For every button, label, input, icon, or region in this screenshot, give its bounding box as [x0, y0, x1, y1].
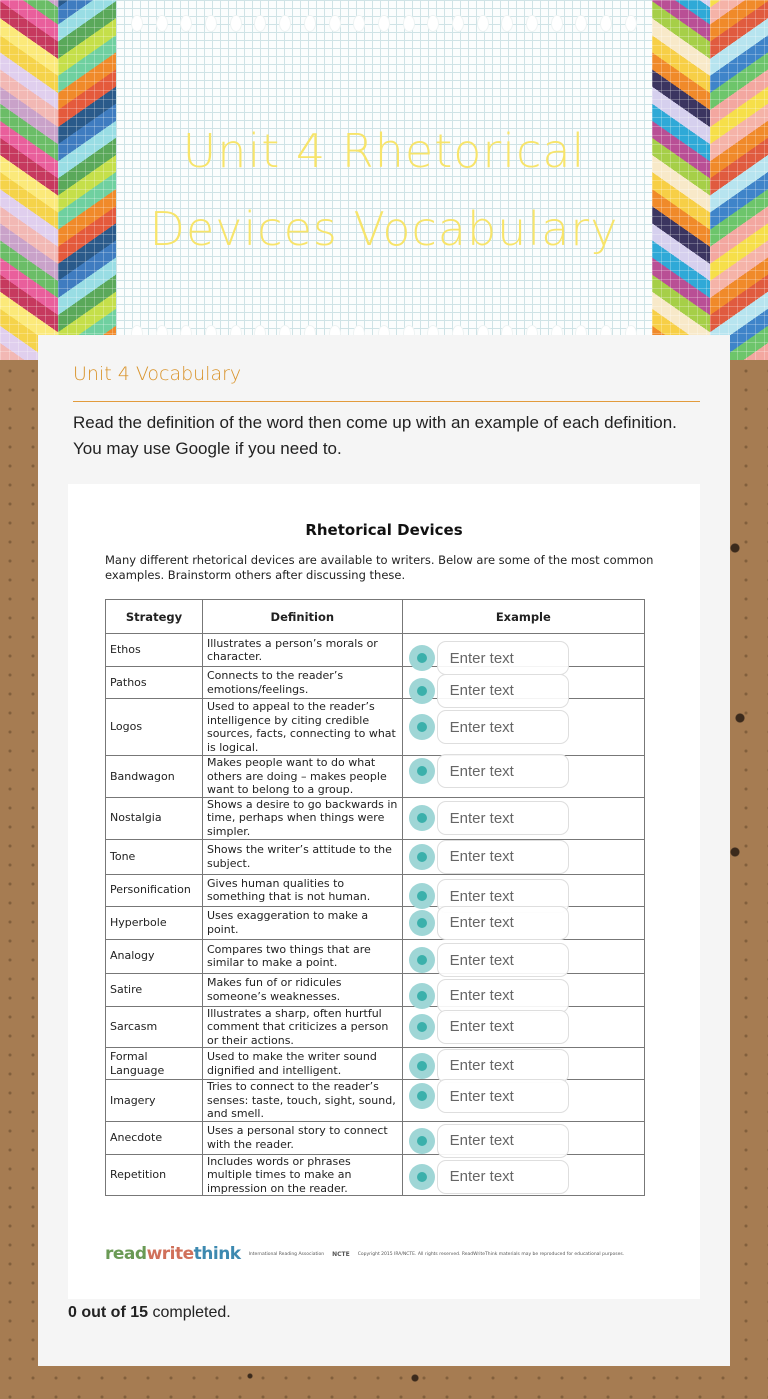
header-banner — [0, 0, 768, 360]
table-row — [106, 1121, 645, 1154]
strategy-cell: Formal Language — [106, 1048, 203, 1080]
example-input[interactable] — [437, 840, 569, 874]
strategy-cell: Personification — [106, 874, 203, 906]
rhetorical-devices-table — [105, 599, 645, 1196]
example-cell — [402, 634, 644, 667]
definition-cell: Shows the writer’s attitude to the subject. — [202, 839, 402, 874]
answer-group — [409, 1049, 569, 1083]
example-cell — [402, 797, 644, 839]
graph-paper — [116, 0, 652, 360]
copyright-text: Copyright 2015 IRA/NCTE. All rights reserved. ReadWriteThink materials may be reproduced for educational purposes. — [357, 1251, 625, 1257]
example-input[interactable] — [437, 801, 569, 835]
strategy-cell: Tone — [106, 839, 203, 874]
example-input[interactable] — [437, 710, 569, 744]
example-cell — [402, 756, 644, 798]
strategy-cell: Ethos — [106, 634, 203, 667]
example-cell — [402, 1121, 644, 1154]
definition-cell: Makes fun of or ridicules someone’s weaknesses. — [202, 973, 402, 1006]
answer-group — [409, 710, 569, 744]
strategy-cell: Repetition — [106, 1154, 203, 1196]
table-row — [106, 839, 645, 874]
answer-group — [409, 840, 569, 874]
table-row — [106, 756, 645, 798]
example-cell — [402, 1006, 644, 1048]
completion-status — [68, 1304, 231, 1322]
chevron-pattern-right-outer — [710, 0, 768, 360]
definition-cell: Illustrates a sharp, often hurtful comment that criticizes a person or their actions. — [202, 1006, 402, 1048]
example-input[interactable] — [437, 1124, 569, 1158]
table-row — [106, 699, 645, 756]
example-cell — [402, 973, 644, 1006]
ncte-logo: NCTE — [332, 1250, 350, 1258]
table-row — [106, 939, 645, 973]
section-divider — [73, 401, 700, 402]
worksheet-title: Rhetorical Devices — [305, 521, 463, 539]
example-input[interactable] — [437, 1160, 569, 1194]
strategy-cell: Pathos — [106, 667, 203, 699]
binder-holes-top — [132, 16, 636, 32]
table-row — [106, 1006, 645, 1048]
answer-status-dot-icon[interactable] — [409, 1128, 435, 1154]
answer-group — [409, 1079, 569, 1113]
answer-group — [409, 906, 569, 940]
definition-cell: Connects to the reader’s emotions/feelings. — [202, 667, 402, 699]
readwritethink-logo: readwritethink — [105, 1244, 241, 1264]
example-input[interactable] — [437, 906, 569, 940]
page-title-line-2: Devices Vocabulary — [149, 202, 619, 256]
example-cell — [402, 1154, 644, 1196]
table-row — [106, 667, 645, 699]
answer-status-dot-icon[interactable] — [409, 758, 435, 784]
definition-cell: Illustrates a person’s morals or character. — [202, 634, 402, 667]
table-row — [106, 874, 645, 906]
table-header-row — [106, 600, 645, 634]
table-row — [106, 1048, 645, 1080]
answer-group — [409, 943, 569, 977]
answer-status-dot-icon[interactable] — [409, 844, 435, 870]
column-header-strategy: Strategy — [106, 600, 203, 634]
strategy-cell: Imagery — [106, 1080, 203, 1122]
example-input[interactable] — [437, 943, 569, 977]
definition-cell: Makes people want to do what others are doing – makes people want to belong to a group. — [202, 756, 402, 798]
table-body — [106, 634, 645, 1196]
chevron-pattern-right-inner — [652, 0, 710, 360]
answer-group — [409, 1010, 569, 1044]
strategy-cell: Bandwagon — [106, 756, 203, 798]
worksheet-document — [68, 484, 700, 1299]
example-cell — [402, 839, 644, 874]
example-cell — [402, 699, 644, 756]
answer-group — [409, 1160, 569, 1194]
chevron-pattern-left-inner — [58, 0, 116, 360]
strategy-cell: Nostalgia — [106, 797, 203, 839]
column-header-definition: Definition — [202, 600, 402, 634]
definition-cell: Includes words or phrases multiple times to make an impression on the reader. — [202, 1154, 402, 1196]
definition-cell: Uses exaggeration to make a point. — [202, 906, 402, 939]
definition-cell: Compares two things that are similar to make a point. — [202, 939, 402, 973]
definition-cell: Shows a desire to go backwards in time, perhaps when things were simpler. — [202, 797, 402, 839]
chevron-pattern-left-outer — [0, 0, 58, 360]
answer-status-dot-icon[interactable] — [409, 947, 435, 973]
example-cell — [402, 874, 644, 906]
answer-group — [409, 801, 569, 835]
example-input[interactable] — [437, 1079, 569, 1113]
definition-cell: Uses a personal story to connect with the reader. — [202, 1121, 402, 1154]
definition-cell: Used to make the writer sound dignified and intelligent. — [202, 1048, 402, 1080]
strategy-cell: Analogy — [106, 939, 203, 973]
answer-status-dot-icon[interactable] — [409, 910, 435, 936]
answer-status-dot-icon[interactable] — [409, 1014, 435, 1040]
example-input[interactable] — [437, 1010, 569, 1044]
answer-status-dot-icon[interactable] — [409, 1053, 435, 1079]
page-title-line-1: Unit 4 Rhetorical — [182, 124, 586, 178]
table-row — [106, 797, 645, 839]
example-input[interactable] — [437, 1049, 569, 1083]
example-cell — [402, 1080, 644, 1122]
example-cell — [402, 939, 644, 973]
answer-status-dot-icon[interactable] — [409, 1083, 435, 1109]
table-row — [106, 634, 645, 667]
table-row — [106, 906, 645, 939]
strategy-cell: Satire — [106, 973, 203, 1006]
example-input[interactable] — [437, 754, 569, 788]
answer-status-dot-icon[interactable] — [409, 983, 435, 1009]
content-card — [38, 335, 730, 1366]
answer-group — [409, 754, 569, 788]
example-cell — [402, 667, 644, 699]
table-row — [106, 1154, 645, 1196]
strategy-cell: Hyperbole — [106, 906, 203, 939]
instructions-text: Read the definition of the word then come up with an example of each definition. You may use Google if you need to. — [73, 413, 677, 458]
strategy-cell: Sarcasm — [106, 1006, 203, 1048]
answer-status-dot-icon[interactable] — [409, 805, 435, 831]
completed-suffix: completed. — [148, 1304, 231, 1321]
answer-status-dot-icon[interactable] — [409, 1164, 435, 1190]
answer-status-dot-icon[interactable] — [409, 714, 435, 740]
section-title: Unit 4 Vocabulary — [73, 363, 242, 385]
readwritethink-footer — [105, 1244, 624, 1264]
example-cell — [402, 906, 644, 939]
page-title — [116, 112, 652, 268]
completed-count: 0 out of 15 — [68, 1304, 149, 1321]
definition-cell: Tries to connect to the reader’s senses: taste, touch, sight, sound, and smell. — [202, 1080, 402, 1122]
table-row — [106, 1080, 645, 1122]
answer-group — [409, 1124, 569, 1158]
table-row — [106, 973, 645, 1006]
definition-cell: Gives human qualities to something that is not human. — [202, 874, 402, 906]
strategy-cell: Anecdote — [106, 1121, 203, 1154]
worksheet-intro: Many different rhetorical devices are available to writers. Below are some of the most common examples. Brainstorm others after discussing these. — [105, 553, 654, 582]
ira-logo: International Reading Association — [248, 1251, 325, 1257]
example-cell — [402, 1048, 644, 1080]
column-header-example: Example — [402, 600, 644, 634]
strategy-cell: Logos — [106, 699, 203, 756]
definition-cell: Used to appeal to the reader’s intelligence by citing credible sources, facts, connecting to what is logical. — [202, 699, 402, 756]
